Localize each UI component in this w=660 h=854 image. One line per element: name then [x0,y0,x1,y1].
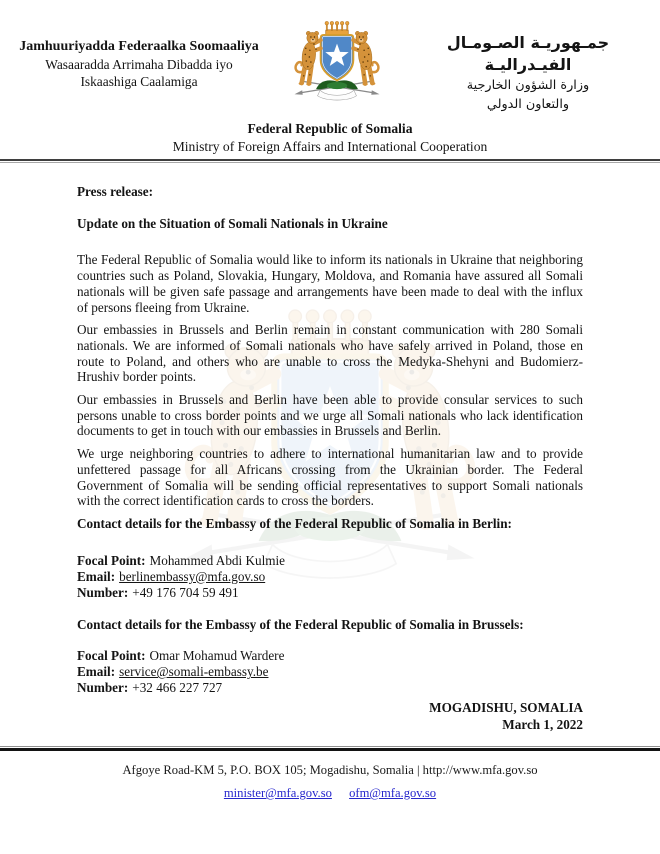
arabic-country-name: جمـهوريـة الصـومـال الفيـدراليـة [446,33,610,74]
somalia-coat-of-arms [273,16,401,103]
date-line: March 1, 2022 [502,716,583,732]
berlin-email-line [77,569,583,585]
letterhead-arabic-block [402,10,654,114]
berlin-contact-heading: Contact details for the Embassy of the Federal Republic of Somalia in Berlin: [77,515,512,531]
focal-point-label: Focal Point: [77,552,146,568]
arabic-ministry-line1: وزارة الشؤون الخارجية [466,78,590,93]
paragraph-3: Our embassies in Brussels and Berlin have been able to provide consular services to such persons unable to cross border points and we urge all Somali nationals who lack identification documents to get in touch with our embassies in Brussels and Berlin. [77,392,583,439]
signature-block [77,700,583,733]
brussels-focal-point-name: Omar Mohamud Wardere [149,648,285,664]
brussels-email-link[interactable]: service@somali-embassy.be [119,664,269,680]
number-label: Number: [77,680,129,696]
berlin-phone-number: +49 176 704 59 491 [132,584,239,600]
document-subject: Update on the Situation of Somali Nationals in Ukraine [77,215,388,231]
berlin-focal-point-line [77,553,583,569]
email-label: Email: [77,568,116,584]
berlin-number-line [77,585,583,601]
brussels-focal-point-line [77,648,583,664]
email-label: Email: [77,664,116,680]
paragraph-1: The Federal Republic of Somalia would like to inform its nationals in Ukraine that neighboring countries such as Poland, Slovakia, Hungary, Moldova, and Romania have assured all Somali nationals will be given safe passage and arrangements have been made to deal with the influx of persons fleeing from Ukraine. [77,252,583,315]
brussels-phone-number: +32 466 227 727 [132,680,223,696]
document-body [0,163,660,733]
arabic-ministry-line2: والتعاون الدولي [486,97,570,112]
berlin-focal-point-name: Mohammed Abdi Kulmie [149,552,286,568]
letterhead-somali-block [6,10,272,90]
paragraph-4: We urge neighboring countries to adhere to international humanitarian law and to provide unfettered passage for all Africans crossing from the Ukrainian border. The Federal Government of Somalia will be sending official representatives to support Somali nationals with the correct identification cards to cross the borders. [77,446,583,509]
berlin-email-link[interactable]: berlinembassy@mfa.gov.so [119,568,266,584]
footer-address: Afgoye Road-KM 5, P.O. BOX 105; Mogadishu, Somalia | http://www.mfa.gov.so [122,763,538,777]
letterhead [0,0,660,114]
ofm-email-link[interactable]: ofm@mfa.gov.so [349,786,437,800]
focal-point-label: Focal Point: [77,648,146,664]
document-footer [0,746,660,801]
english-ministry-name: Ministry of Foreign Affairs and International Cooperation [172,139,488,154]
brussels-contact-heading: Contact details for the Embassy of the Federal Republic of Somalia in Brussels: [77,616,524,632]
press-release-label: Press release: [77,184,154,199]
brussels-email-line [77,664,583,680]
brussels-number-line [77,680,583,696]
somali-country-name: Jamhuuriyadda Federaalka Soomaaliya [19,39,259,54]
english-country-name: Federal Republic of Somalia [247,121,413,136]
paragraph-2: Our embassies in Brussels and Berlin remain in constant communication with 280 Somali nationals. We are informed of Somali nationals who have safely arrived in Poland, those en route to Poland, and others who are unable to cross the Medyka-Shehyni and Budomierz-Hrushiv border points. [77,322,583,385]
place-line: MOGADISHU, SOMALIA [429,700,583,716]
footer-links [0,786,660,801]
footer-divider [0,746,660,751]
somali-ministry-line2: Iskaashiga Caalamiga [80,74,198,89]
somali-ministry-line1: Wasaaradda Arrimaha Dibadda iyo [45,57,233,72]
number-label: Number: [77,584,129,600]
emblem-container [272,10,402,108]
minister-email-link[interactable]: minister@mfa.gov.so [223,786,332,800]
